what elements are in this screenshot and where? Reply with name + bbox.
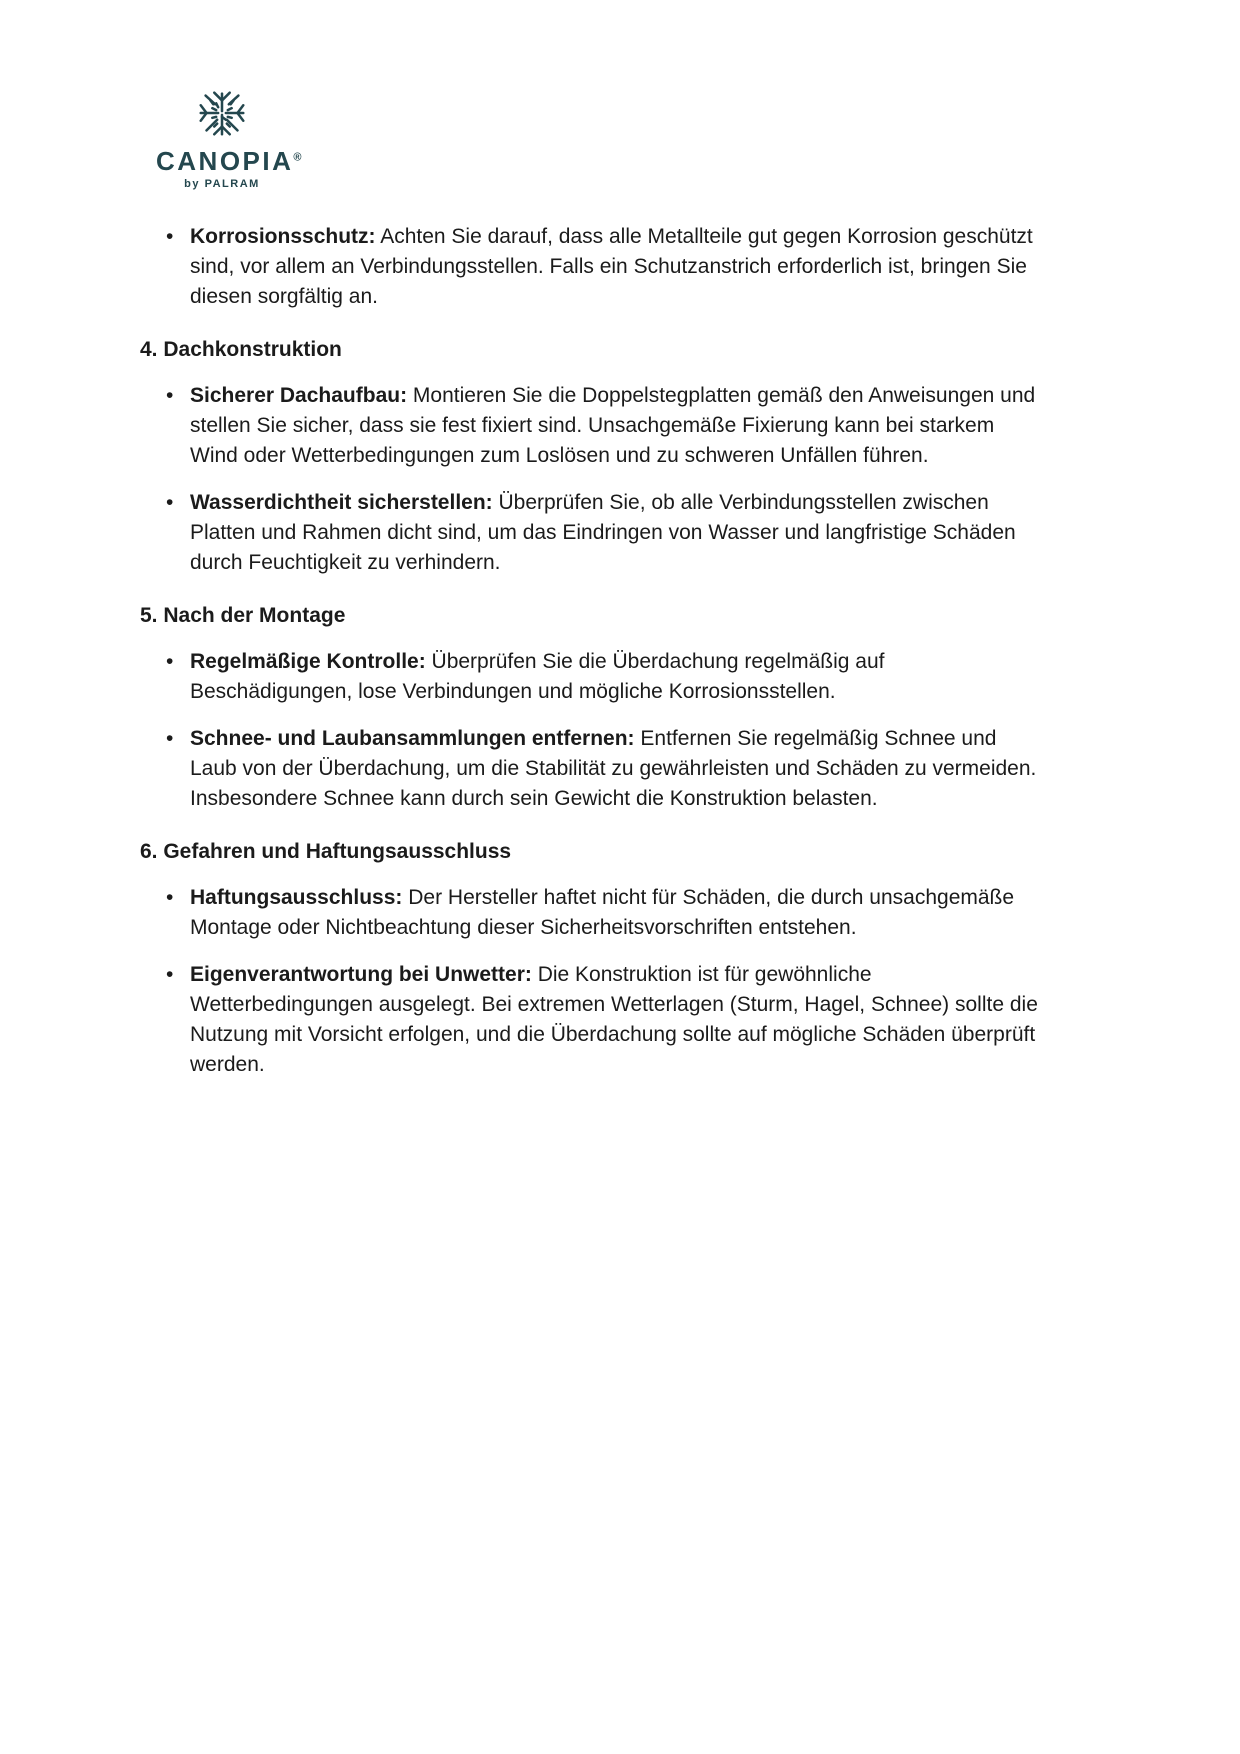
brand-wordmark [156, 146, 302, 176]
bullet-marker: • [166, 886, 174, 909]
bullet-item-regelmaessige-kontrolle [140, 647, 1045, 707]
bullet-text: Montieren Sie die Doppelstegplatten gemäß den Anweisungen und stellen Sie sicher, dass sie fest fixiert sind. Unsachgemäße Fixierung kann bei starkem Wind oder Wetterbedingungen zum Loslösen und zu schweren Unfällen führen. [190, 384, 1036, 467]
bullet-label: Eigenverantwortung bei Unwetter: [190, 963, 532, 986]
canopia-tree-icon [193, 84, 251, 142]
bullet-item-haftungsausschluss [140, 883, 1045, 943]
bullet-list-gefahren-haftung [140, 883, 1045, 1080]
brand-name: CANOPIA [156, 146, 294, 176]
registered-trademark-symbol: ® [293, 151, 302, 164]
bullet-text: Achten Sie darauf, dass alle Metallteile gut gegen Korrosion geschützt sind, vor allem an Verbindungsstellen. Falls ein Schutzanstrich erforderlich ist, bringen Sie diesen sorgfältig an. [190, 225, 1033, 308]
bullet-item-sicherer-dachaufbau [140, 381, 1045, 471]
bullet-text: Entfernen Sie regelmäßig Schnee und Laub von der Überdachung, um die Stabilität zu gewährleisten und Schäden zu vermeiden. Insbesondere Schnee kann durch sein Gewicht die Konstruktion belasten. [190, 727, 1037, 810]
bullet-marker: • [166, 491, 174, 514]
bullet-item-eigenverantwortung [140, 960, 1045, 1080]
document-body [140, 222, 1045, 1097]
bullet-label: Regelmäßige Kontrolle: [190, 650, 426, 673]
bullet-marker: • [166, 650, 174, 673]
bullet-item-schnee-laub [140, 724, 1045, 814]
bullet-list-nach-der-montage [140, 647, 1045, 814]
section-heading-dachkonstruktion: 4. Dachkonstruktion [140, 338, 342, 361]
bullet-marker: • [166, 727, 174, 750]
bullet-marker: • [166, 963, 174, 986]
bullet-item-korrosionsschutz [140, 222, 1045, 312]
bullet-label: Sicherer Dachaufbau: [190, 384, 408, 407]
bullet-label: Wasserdichtheit sicherstellen: [190, 491, 493, 514]
canopia-logo [156, 84, 302, 191]
bullet-label: Haftungsausschluss: [190, 886, 403, 909]
bullet-label: Korrosionsschutz: [190, 225, 376, 248]
bullet-item-wasserdichtheit [140, 488, 1045, 578]
bullet-text: Überprüfen Sie die Überdachung regelmäßig auf Beschädigungen, lose Verbindungen und mögliche Korrosionsstellen. [190, 650, 885, 703]
bullet-marker: • [166, 384, 174, 407]
bullet-text: Die Konstruktion ist für gewöhnliche Wetterbedingungen ausgelegt. Bei extremen Wetterlagen (Sturm, Hagel, Schnee) sollte die Nutzung mit Vorsicht erfolgen, und die Überdachung sollte auf mögliche Schäden überprüft werden. [190, 963, 1038, 1076]
bullet-list-dachkonstruktion [140, 381, 1045, 578]
section-heading-gefahren-haftung: 6. Gefahren und Haftungsausschluss [140, 840, 512, 863]
brand-tagline: by PALRAM [184, 178, 260, 191]
bullet-text: Der Hersteller haftet nicht für Schäden, die durch unsachgemäße Montage oder Nichtbeachtung dieser Sicherheitsvorschriften entstehen. [190, 886, 1015, 939]
bullet-list-intro [140, 222, 1045, 312]
bullet-marker: • [166, 225, 174, 248]
section-heading-nach-der-montage: 5. Nach der Montage [140, 604, 346, 627]
bullet-text: Überprüfen Sie, ob alle Verbindungsstellen zwischen Platten und Rahmen dicht sind, um das Eindringen von Wasser und langfristige Schäden durch Feuchtigkeit zu verhindern. [190, 491, 1016, 574]
bullet-label: Schnee- und Laubansammlungen entfernen: [190, 727, 635, 750]
